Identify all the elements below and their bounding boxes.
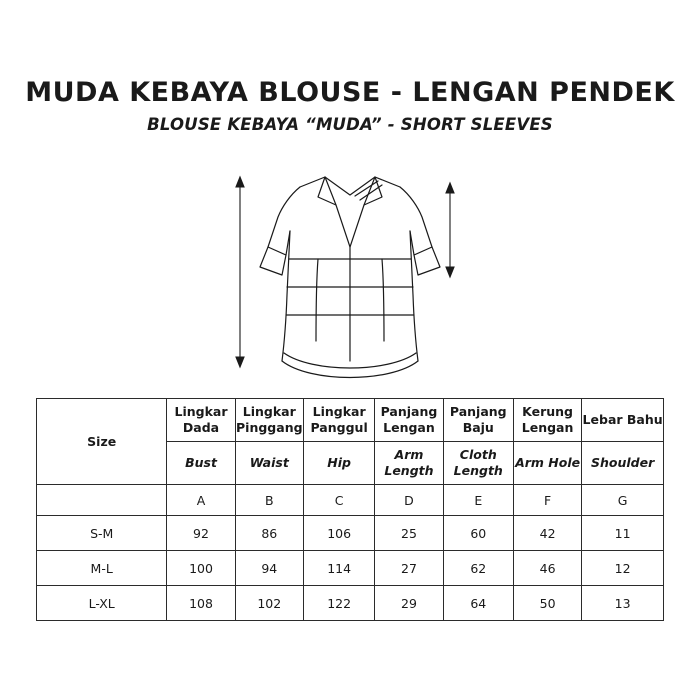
cell-hip: 114 — [303, 551, 374, 586]
header-size: Size — [37, 399, 167, 485]
size-chart-table — [36, 398, 664, 621]
header-shoulder-id: Lebar Bahu — [582, 399, 664, 442]
cell-cloth-length: 60 — [443, 516, 513, 551]
cell-waist: 86 — [235, 516, 303, 551]
header-arm-length-en: Arm Length — [375, 442, 443, 485]
cell-waist: 102 — [235, 586, 303, 621]
letter-d: D — [375, 485, 443, 516]
header-arm-hole-en: Arm Hole — [513, 442, 581, 485]
header-bust-en: Bust — [167, 442, 235, 485]
cell-arm-length: 29 — [375, 586, 443, 621]
cell-arm-hole: 50 — [513, 586, 581, 621]
letter-row-blank — [37, 485, 167, 516]
header-bust-id: Lingkar Dada — [167, 399, 235, 442]
letter-g: G — [582, 485, 664, 516]
cell-arm-hole: 42 — [513, 516, 581, 551]
cell-shoulder: 13 — [582, 586, 664, 621]
letter-a: A — [167, 485, 235, 516]
header-hip-en: Hip — [303, 442, 374, 485]
row-size-label: M-L — [37, 551, 167, 586]
cell-bust: 92 — [167, 516, 235, 551]
cell-bust: 108 — [167, 586, 235, 621]
header-arm-length-id: Panjang Lengan — [375, 399, 443, 442]
blouse-illustration — [150, 155, 550, 395]
letter-f: F — [513, 485, 581, 516]
table-header-row-indonesian — [37, 399, 664, 442]
header-waist-en: Waist — [235, 442, 303, 485]
header-waist-id: Lingkar Pinggang — [235, 399, 303, 442]
blouse-line-drawing-icon — [150, 155, 550, 395]
page-title: MUDA KEBAYA BLOUSE - LENGAN PENDEK — [25, 77, 675, 108]
cell-hip: 122 — [303, 586, 374, 621]
cell-shoulder: 12 — [582, 551, 664, 586]
page-subtitle: BLOUSE KEBAYA “MUDA” - SHORT SLEEVES — [147, 114, 553, 134]
title-block — [0, 78, 700, 134]
cell-arm-length: 25 — [375, 516, 443, 551]
cell-bust: 100 — [167, 551, 235, 586]
row-size-label: L-XL — [37, 586, 167, 621]
header-cloth-length-id: Panjang Baju — [443, 399, 513, 442]
header-shoulder-en: Shoulder — [582, 442, 664, 485]
cell-arm-length: 27 — [375, 551, 443, 586]
cell-cloth-length: 62 — [443, 551, 513, 586]
letter-c: C — [303, 485, 374, 516]
letter-e: E — [443, 485, 513, 516]
cell-shoulder: 11 — [582, 516, 664, 551]
table-letter-row — [37, 485, 664, 516]
letter-b: B — [235, 485, 303, 516]
row-size-label: S-M — [37, 516, 167, 551]
cell-arm-hole: 46 — [513, 551, 581, 586]
header-arm-hole-id: Kerung Lengan — [513, 399, 581, 442]
cell-waist: 94 — [235, 551, 303, 586]
table-row — [37, 586, 664, 621]
cell-hip: 106 — [303, 516, 374, 551]
table-row — [37, 551, 664, 586]
table-row — [37, 516, 664, 551]
header-cloth-length-en: Cloth Length — [443, 442, 513, 485]
header-hip-id: Lingkar Panggul — [303, 399, 374, 442]
cell-cloth-length: 64 — [443, 586, 513, 621]
